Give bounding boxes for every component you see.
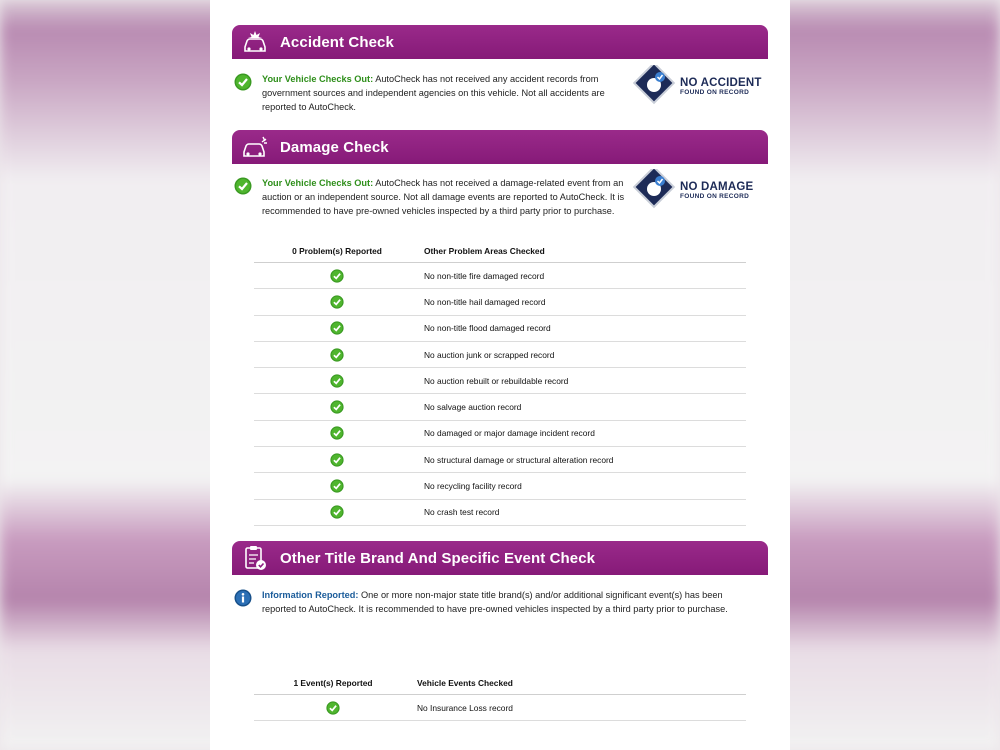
status-label: Information Reported: — [262, 590, 359, 600]
table-row — [254, 263, 746, 289]
row-status-cell — [254, 479, 420, 493]
section-title: Damage Check — [280, 138, 389, 156]
row-label: No recycling facility record — [424, 481, 522, 492]
row-label: No crash test record — [424, 507, 500, 518]
row-status-cell — [254, 400, 420, 414]
title-brand-check-header — [232, 541, 768, 575]
status-description: AutoCheck has not received a damage-related event from an auction or an independent source. Not all damage events are reported to AutoCheck. It is recommended to have pre-owned vehicles inspected by a third party prior to purchase. — [262, 178, 625, 216]
green-checkmark-icon — [330, 374, 344, 388]
car-crash-icon — [240, 27, 270, 57]
row-status-cell — [254, 426, 420, 440]
damage-check-table — [254, 239, 746, 526]
green-checkmark-icon — [330, 321, 344, 335]
clipboard-check-icon — [240, 543, 270, 573]
row-status-cell — [254, 505, 420, 519]
row-label: No Insurance Loss record — [417, 702, 513, 713]
row-label: No auction junk or scrapped record — [424, 349, 555, 360]
green-checkmark-icon — [330, 505, 344, 519]
table-row — [254, 500, 746, 526]
badge-title: NO ACCIDENT — [680, 76, 762, 89]
status-label: Your Vehicle Checks Out: — [262, 74, 374, 84]
row-status-cell — [254, 321, 420, 335]
table-row — [254, 421, 746, 447]
table-row — [254, 447, 746, 473]
report-page — [210, 0, 790, 750]
green-checkmark-icon — [330, 269, 344, 283]
row-label: No auction rebuilt or rebuildable record — [424, 375, 569, 386]
no-accident-badge — [632, 64, 762, 110]
no-damage-badge — [632, 168, 762, 214]
title-brand-check-table — [254, 671, 746, 721]
section-title: Accident Check — [280, 33, 394, 51]
info-icon — [234, 589, 252, 607]
row-label: No non-title fire damaged record — [424, 270, 545, 281]
green-checkmark-icon — [330, 295, 344, 309]
row-status-cell — [254, 374, 420, 388]
green-checkmark-icon — [234, 177, 252, 195]
accident-check-header — [232, 25, 768, 59]
row-label: No non-title flood damaged record — [424, 323, 551, 334]
status-label: Your Vehicle Checks Out: — [262, 178, 374, 188]
green-checkmark-icon — [330, 426, 344, 440]
row-status-cell — [254, 269, 420, 283]
row-status-cell — [254, 348, 420, 362]
table-row — [254, 473, 746, 499]
col-b-header: Other Problem Areas Checked — [424, 245, 545, 256]
green-checkmark-icon — [330, 400, 344, 414]
green-checkmark-icon — [330, 348, 344, 362]
badge-title: NO DAMAGE — [680, 180, 754, 193]
row-label: No structural damage or structural alteration record — [424, 454, 614, 465]
damaged-car-icon — [240, 132, 270, 162]
row-status-cell — [254, 295, 420, 309]
badge-subtitle: FOUND ON RECORD — [680, 193, 750, 200]
table-row — [254, 394, 746, 420]
col-a-header: 0 Problem(s) Reported — [292, 245, 382, 256]
damage-check-header — [232, 130, 768, 164]
section-title: Other Title Brand And Specific Event Check — [280, 549, 596, 567]
badge-shield-icon — [632, 169, 676, 213]
green-checkmark-icon — [234, 73, 252, 91]
table-row — [254, 342, 746, 368]
row-status-cell — [254, 453, 420, 467]
status-description: One or more non-major state title brand(s) and/or additional significant event(s) has been reported to AutoCheck. It is recommended to have pre-owned vehicles inspected by a third party prior to purchase. — [262, 590, 728, 614]
row-label: No salvage auction record — [424, 402, 522, 413]
damage-status — [234, 176, 634, 218]
green-checkmark-icon — [330, 479, 344, 493]
table-row — [254, 368, 746, 394]
table-header — [254, 671, 746, 695]
col-a-header: 1 Event(s) Reported — [293, 677, 373, 688]
table-row — [254, 316, 746, 342]
table-row — [254, 289, 746, 315]
row-status-cell — [254, 701, 412, 715]
status-description: AutoCheck has not received any accident records from government sources and independent agencies on this vehicle. Not all accidents are reported to AutoCheck. — [262, 74, 605, 112]
accident-status — [234, 72, 634, 114]
green-checkmark-icon — [330, 453, 344, 467]
col-b-header: Vehicle Events Checked — [417, 677, 513, 688]
green-checkmark-icon — [326, 701, 340, 715]
table-row — [254, 695, 746, 721]
title-brand-status — [234, 588, 744, 616]
row-label: No damaged or major damage incident record — [424, 428, 595, 439]
table-header — [254, 239, 746, 263]
row-label: No non-title hail damaged record — [424, 296, 546, 307]
badge-subtitle: FOUND ON RECORD — [680, 89, 750, 96]
badge-shield-icon — [632, 65, 676, 109]
